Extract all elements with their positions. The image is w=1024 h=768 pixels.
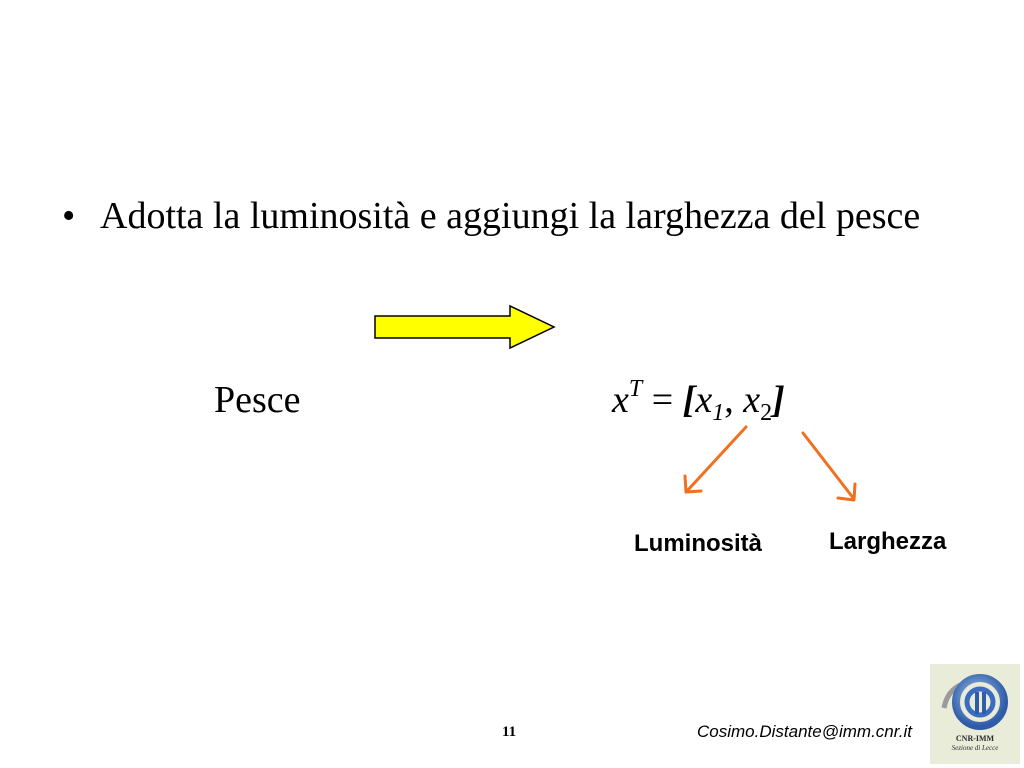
formula-open-bracket: [ [682, 379, 696, 421]
formula-x: x [612, 379, 629, 421]
pointer-arrow-luminosity [687, 427, 746, 491]
formula-equals: = [642, 379, 683, 421]
pointer-arrow-width [803, 433, 854, 499]
formula-x1: x [695, 379, 713, 421]
formula-close-bracket: ] [772, 379, 785, 421]
arrow-shape [375, 306, 554, 348]
formula-sub1: 1 [712, 400, 725, 426]
right-arrow-icon [370, 300, 560, 352]
formula-sub2: 2 [760, 400, 773, 426]
bullet-marker: • [62, 195, 76, 237]
author-email: Cosimo.Distante@imm.cnr.it [697, 722, 912, 741]
pointer-arrows [660, 420, 870, 510]
cnr-logo-icon [930, 664, 1020, 736]
subject-label: Pesce [214, 379, 301, 421]
formula-x2: x [743, 379, 761, 421]
logo-sub-text: Sezione di Lecce [951, 744, 999, 752]
feature-vector-formula [612, 376, 785, 424]
formula-comma: , [724, 379, 744, 421]
feature-label-width: Larghezza [829, 528, 947, 555]
institution-logo [930, 664, 1020, 764]
formula-transpose: T [628, 376, 643, 402]
page-number: 11 [502, 724, 517, 740]
bullet-text: Adotta la luminosità e aggiungi la larghezza del pesce [100, 195, 921, 237]
feature-label-luminosity: Luminosità [634, 530, 763, 557]
logo-org-text: CNR-IMM [955, 734, 995, 743]
